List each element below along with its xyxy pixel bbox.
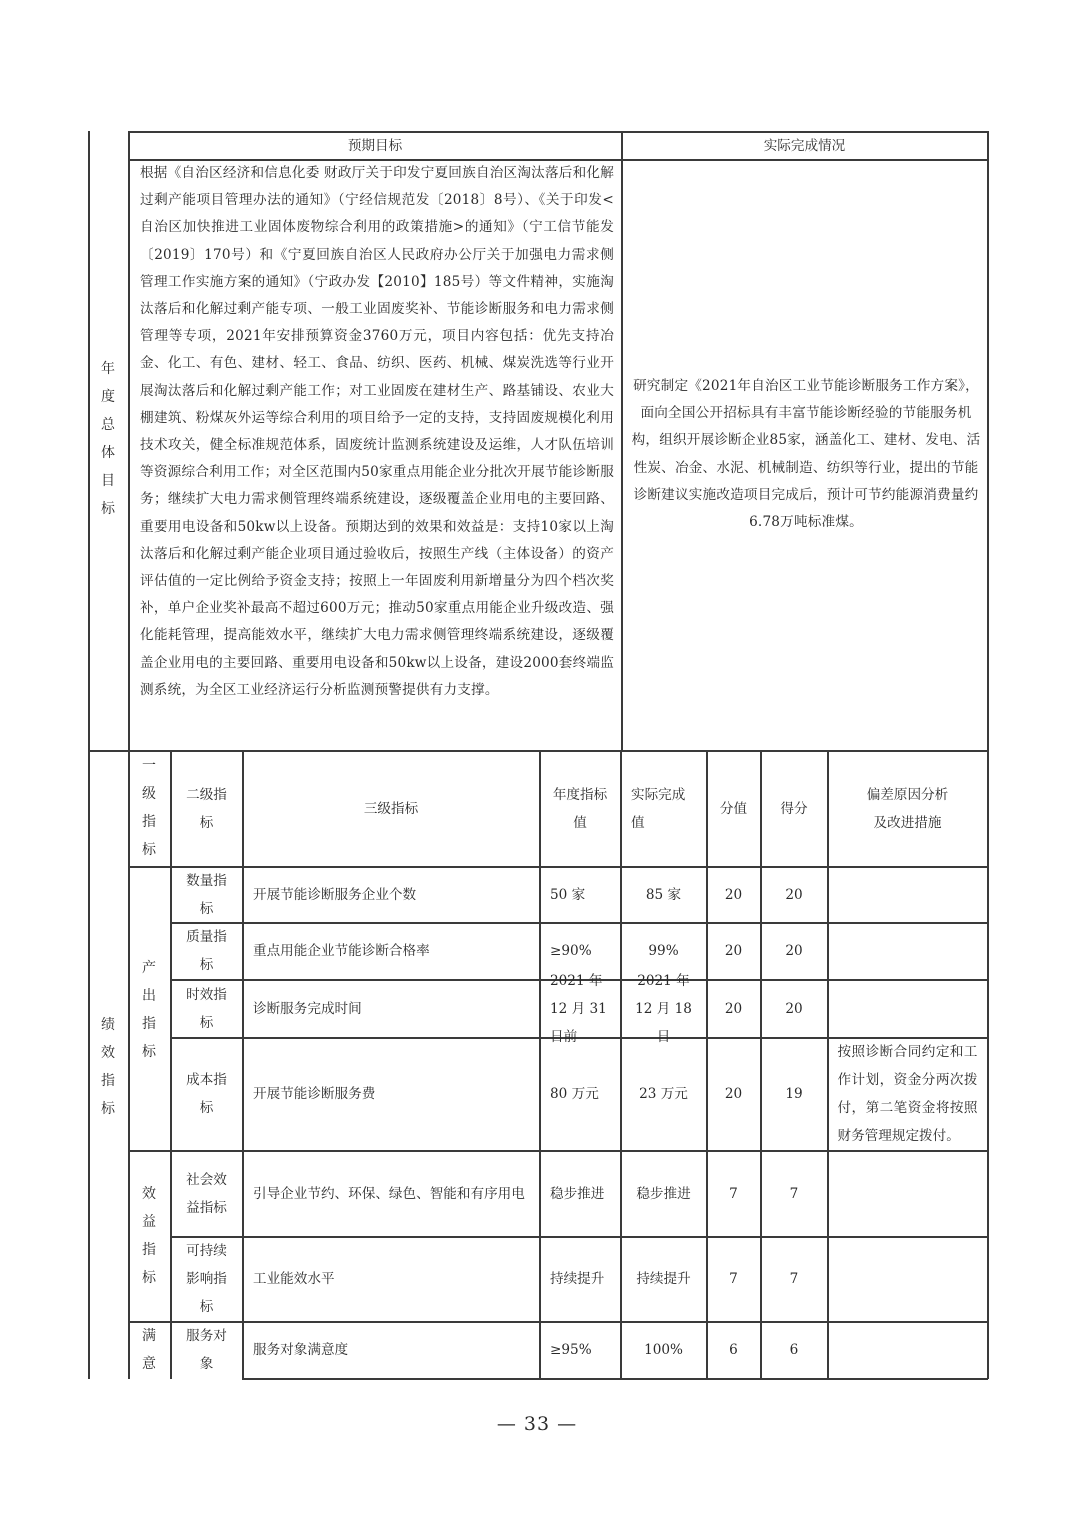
cell-target [540, 867, 620, 922]
expected-goal-text: 根据《自治区经济和信息化委 财政厅关于印发宁夏回族自治区淘汰落后和化解过剩产能项目管理办法的通知》（宁经信规范发〔2018〕8号）、《关于印发<自治区加快推进工业固体废物综合利用的政策措施>的通知》（宁工信节能发〔2019〕170号）和《宁夏回族自治区人民政府办公厅关于加强电力需求侧管理工作实施方案的通知》（宁政办发【2010】185号）等文件精神，实施淘汰落后和化解过剩产能专项、一般工业固废奖补、节能诊断服务和电力需求侧管理等专项，2021年安排预算资金3760万元，项目内容包括：优先支持冶金、化工、有色、建材、轻工、食品、纺织、医药、机械、煤炭洗选等行业开展淘汰落后和化解过剩产能工作；对工业固废在建材生产、路基铺设、农业大棚建筑、粉煤灰外运等综合利用的项目给予一定的支持，支持固废规模化利用技术攻关，健全标准规范体系，固废统计监测系统建设及运维，人才队伍培训等资源综合利用工作；对全区范围内50家重点用能企业分批次开展节能诊断服务；继续扩大电力需求侧管理终端系统建设，逐级覆盖企业用电的主要回路、重要用电设备和50kw以上设备。预期达到的效果和效益是：支持10家以上淘汰落后和化解过剩产能企业项目通过验收后，按照生产线（主体设备）的资产评估值的一定比例给予资金支持；按照上一年固废利用新增量分为四个档次奖补，单户企业奖补最高不超过600万元；推动50家重点用能企业升级改造、强化能耗管理，提高能效水平，继续扩大电力需求侧管理终端系统建设，逐级覆盖企业用电的主要回路、重要用电设备和50kw以上设备，建设2000套终端监测系统，为全区工业经济运行分析监测预警提供有力支撑。 [140, 165, 614, 698]
level2-text: 成本指标 [186, 1072, 227, 1116]
cell-target [540, 1038, 620, 1150]
target-text: 持续提升 [550, 1271, 605, 1287]
actual-text: 2021 年 12 月 18 日 [635, 972, 692, 1045]
actual-completion-text: 研究制定《2021年自治区工业节能诊断服务工作方案》，面向全国公开招标具有丰富节能诊断经验的节能服务机构，组织开展诊断企业85家，涵盖化工、建材、发电、活性炭、冶金、水泥、机械制造、纺织等行业，提出的节能诊断建议实施改造项目完成后，预计可节约能源消费量约6.78万吨标准煤。 [631, 378, 981, 531]
cell-target [540, 1151, 620, 1236]
actual-text: 85 家 [645, 886, 682, 903]
target-text: 80 万元 [550, 1086, 599, 1102]
table-line [242, 1378, 988, 1380]
cell-level2 [171, 1038, 242, 1150]
page-number: — 33 — [496, 1413, 578, 1435]
cell-level2 [171, 1151, 242, 1236]
cell-score-value [707, 923, 760, 979]
cell-deviation [828, 923, 987, 979]
table-line [128, 131, 130, 1379]
cell-actual [621, 1151, 706, 1236]
level2-text: 数量指标 [186, 872, 227, 917]
header-score-got: 得分 [780, 800, 808, 817]
score-got-text: 6 [789, 1342, 799, 1358]
cell-actual [621, 972, 706, 1045]
actual-text: 23 万元 [639, 1086, 688, 1102]
cell-deviation [828, 867, 987, 922]
header-actual-value: 实际完成值 [631, 786, 686, 831]
target-text: 50 家 [550, 886, 586, 903]
level1-satisfaction-indicator: 满意 [142, 1328, 156, 1372]
cell-deviation [828, 980, 987, 1037]
cell-deviation [828, 1038, 987, 1150]
level3-text: 重点用能企业节能诊断合格率 [253, 943, 430, 959]
score-got-text: 7 [789, 1185, 799, 1202]
cell-target [540, 972, 620, 1045]
cell-level3 [243, 1322, 539, 1378]
cell-level2 [171, 1237, 242, 1321]
score-value-text: 7 [729, 1271, 738, 1287]
cell-level3 [243, 1151, 539, 1236]
cell-deviation [828, 1151, 987, 1236]
table-border-right [987, 131, 989, 1379]
header-score-value: 分值 [719, 800, 748, 817]
level3-text: 开展节能诊断服务企业个数 [253, 886, 417, 903]
level2-text: 可持续影响指标 [186, 1243, 227, 1315]
cell-deviation [828, 1322, 987, 1378]
level3-text: 服务对象满意度 [253, 1342, 349, 1358]
target-text: ≥90% [550, 943, 592, 959]
cell-score-got [761, 1038, 827, 1150]
cell-score-got [761, 1151, 827, 1236]
score-value-text: 20 [724, 943, 743, 959]
header-deviation: 偏差原因分析及改进措施 [866, 786, 949, 831]
cell-score-got [761, 1322, 827, 1378]
cell-score-value [707, 1322, 760, 1378]
score-got-text: 19 [785, 1086, 803, 1102]
expected-goal-header: 预期目标 [347, 137, 403, 154]
cell-deviation [828, 1237, 987, 1321]
cell-score-got [761, 867, 827, 922]
cell-score-value [707, 867, 760, 922]
target-text: 2021 年 12 月 31 日前 [550, 972, 607, 1045]
cell-actual [621, 867, 706, 922]
cell-score-got [761, 1237, 827, 1321]
table-border-left [88, 131, 90, 1379]
cell-level2 [171, 980, 242, 1037]
cell-target [540, 1322, 620, 1378]
level3-text: 引导企业节约、环保、绿色、智能和有序用电 [253, 1185, 525, 1202]
cell-score-value [707, 1151, 760, 1236]
cell-score-value [707, 1237, 760, 1321]
score-value-text: 20 [724, 886, 743, 903]
score-got-text: 20 [785, 1000, 803, 1017]
perf-indicator-side-label: 绩效指标 [101, 1017, 115, 1117]
cell-score-got [761, 923, 827, 979]
cell-score-got [761, 980, 827, 1037]
header-level1: 一级指标 [142, 758, 156, 858]
actual-text: 持续提升 [636, 1271, 691, 1287]
cell-level2 [171, 867, 242, 922]
cell-actual [621, 1237, 706, 1321]
level2-text: 服务对象 [186, 1328, 227, 1372]
actual-text: 100% [644, 1342, 683, 1358]
cell-target [540, 1237, 620, 1321]
header-annual-target: 年度指标值 [552, 786, 608, 831]
score-value-text: 6 [729, 1342, 738, 1358]
deviation-text: 按照诊断合同约定和工作计划，资金分两次拨付，第二笔资金将按照财务管理规定拨付。 [837, 1044, 978, 1144]
cell-level2 [171, 923, 242, 979]
score-got-text: 20 [785, 886, 803, 903]
actual-text: 99% [648, 943, 679, 959]
cell-score-value [707, 1038, 760, 1150]
level3-text: 工业能效水平 [253, 1271, 335, 1287]
cell-level3 [243, 1237, 539, 1321]
level1-benefit-indicator: 效益指标 [142, 1186, 156, 1286]
actual-completion-header: 实际完成情况 [763, 137, 846, 154]
level3-text: 开展节能诊断服务费 [253, 1086, 376, 1102]
target-text: 稳步推进 [550, 1185, 605, 1202]
cell-actual [621, 1038, 706, 1150]
cell-level3 [243, 980, 539, 1037]
level1-output-indicator: 产出指标 [142, 960, 156, 1060]
score-value-text: 7 [729, 1185, 738, 1202]
cell-score-value [707, 980, 760, 1037]
cell-level2 [171, 1322, 242, 1378]
cell-level3 [243, 867, 539, 922]
header-level3: 三级指标 [363, 800, 419, 817]
cell-level3 [243, 923, 539, 979]
score-value-text: 20 [724, 1086, 743, 1102]
score-value-text: 20 [724, 1000, 743, 1017]
level2-text: 质量指标 [186, 929, 227, 973]
actual-text: 稳步推进 [636, 1185, 691, 1202]
header-level2: 二级指标 [186, 786, 227, 831]
level2-text: 社会效益指标 [186, 1171, 227, 1216]
level3-text: 诊断服务完成时间 [253, 1000, 362, 1017]
annual-goal-side-label: 年度总体目标 [101, 361, 115, 517]
target-text: ≥95% [550, 1342, 592, 1358]
level2-text: 时效指标 [186, 986, 227, 1031]
cell-actual [621, 1322, 706, 1378]
score-got-text: 7 [789, 1271, 799, 1287]
table-line [621, 131, 623, 751]
score-got-text: 20 [785, 943, 803, 959]
cell-level3 [243, 1038, 539, 1150]
